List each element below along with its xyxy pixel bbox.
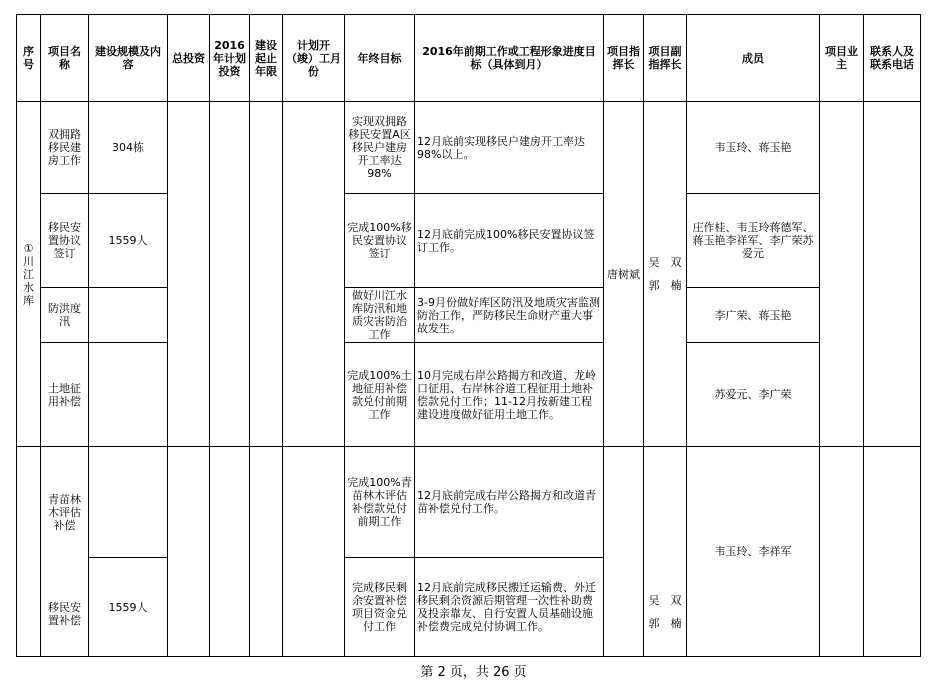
- project-table: [16, 14, 921, 657]
- total-investment-cell: [168, 102, 210, 447]
- project-name-b: 移民安置补偿: [48, 600, 81, 627]
- header-total-investment: 总投资: [168, 15, 210, 102]
- plan-2016-cell: [210, 447, 250, 657]
- header-vice-commander: 项目副指挥长: [644, 15, 687, 102]
- members-cell: 苏爱元、李广荣: [687, 343, 820, 447]
- vice-commander-cell: [644, 102, 687, 447]
- year-goal-cell: 实现双拥路移民安置A区移民户建房开工率达98%: [345, 102, 415, 194]
- vice-commander-name-b: 郭 楠: [648, 279, 682, 292]
- years-cell: [250, 102, 283, 447]
- header-commander: 项目指挥长: [604, 15, 644, 102]
- project-name-cell: 双拥路移民建房工作: [41, 102, 89, 194]
- scale-cell: 1559人: [89, 194, 168, 288]
- table-row: [17, 102, 921, 194]
- project-name-cell: 土地征用补偿: [41, 343, 89, 447]
- members-cell: 庄作桂、韦玉玲蒋德军、蒋玉艳李祥军、李广荣苏爱元: [687, 194, 820, 288]
- vice-commander-name-a: 吴 双: [648, 593, 682, 607]
- goal-2016-cell: 12月底前实现移民户建房开工率达98%以上。: [415, 102, 604, 194]
- owner-cell: [820, 102, 864, 447]
- goal-2016-cell: 12月底前完成移民搬迁运输费、外迁移民剩余资源后期管理一次性补助费及投亲靠友、自行安置人员基础设施补偿费完成兑付协调工作。: [415, 558, 604, 657]
- project-name-a: 青苗林木评估补偿: [48, 492, 81, 532]
- year-goal-cell: 完成100%土地征用补偿款兑付前期工作: [345, 343, 415, 447]
- header-contact: 联系人及联系电话: [864, 15, 921, 102]
- year-goal-cell: 完成移民剩余安置补偿项目资金兑付工作: [345, 558, 415, 657]
- scale-cell: [89, 447, 168, 558]
- contact-cell: [864, 447, 921, 657]
- header-members: 成员: [687, 15, 820, 102]
- year-goal-cell: 完成100%青苗林木评估补偿款兑付前期工作: [345, 447, 415, 558]
- header-seq: 序号: [17, 15, 41, 102]
- table-row: [17, 288, 921, 343]
- header-owner: 项目业主: [820, 15, 864, 102]
- group-label: ①川江水库: [17, 102, 41, 447]
- scale-cell: 304栋: [89, 102, 168, 194]
- page-footer: 第 2 页，共 26 页: [420, 665, 527, 680]
- year-goal-cell: 完成100%移民安置协议签订: [345, 194, 415, 288]
- project-name-cell: [41, 447, 89, 657]
- members-cell: 韦玉玲、蒋玉艳: [687, 102, 820, 194]
- start-month-cell: [283, 447, 345, 657]
- header-goal-2016: 2016年前期工作或工程形象进度目标（具体到月）: [415, 15, 604, 102]
- header-years: 建设起止年限: [250, 15, 283, 102]
- start-month-cell: [283, 102, 345, 447]
- header-project-name: 项目名称: [41, 15, 89, 102]
- commander-cell: [604, 447, 644, 657]
- header-plan-2016: 2016年计划投资: [210, 15, 250, 102]
- vice-commander-name-b: 郭 楠: [648, 616, 682, 630]
- table-row: [17, 447, 921, 558]
- table-row: [17, 343, 921, 447]
- scale-cell: [89, 288, 168, 343]
- goal-2016-cell: 12月底前完成100%移民安置协议签订工作。: [415, 194, 604, 288]
- vice-commander-cell: [644, 447, 687, 657]
- goal-2016-cell: 12月底前完成右岸公路揭方和改道青苗补偿兑付工作。: [415, 447, 604, 558]
- goal-2016-cell: 3-9月份做好库区防汛及地质灾害监测防治工作，严防移民生命财产重大事故发生。: [415, 288, 604, 343]
- plan-2016-cell: [210, 102, 250, 447]
- total-investment-cell: [168, 447, 210, 657]
- scale-cell: [89, 343, 168, 447]
- table-row: [17, 194, 921, 288]
- scale-cell: 1559人: [89, 558, 168, 657]
- contact-cell: [864, 102, 921, 447]
- commander-cell: 唐树斌: [604, 102, 644, 447]
- header-start-month: 计划开（竣）工月份: [283, 15, 345, 102]
- project-name-cell: 移民安置协议签订: [41, 194, 89, 288]
- members-cell: 韦玉玲、李祥军: [687, 447, 820, 657]
- vice-commander-name-a: 吴 双: [648, 256, 682, 269]
- project-name-cell: 防洪度汛: [41, 288, 89, 343]
- header-scale: 建设规模及内容: [89, 15, 168, 102]
- owner-cell: [820, 447, 864, 657]
- goal-2016-cell: 10月完成右岸公路揭方和改道、龙岭口征用、右岸林谷道工程征用土地补偿款兑付工作；11-12月按新建工程建设进度做好征用土地工作。: [415, 343, 604, 447]
- members-cell: 李广荣、蒋玉艳: [687, 288, 820, 343]
- header-year-goal: 年终目标: [345, 15, 415, 102]
- year-goal-cell: 做好川江水库防汛和地质灾害防治工作: [345, 288, 415, 343]
- header-row: [17, 15, 921, 102]
- group-seq-cell: [17, 447, 41, 657]
- years-cell: [250, 447, 283, 657]
